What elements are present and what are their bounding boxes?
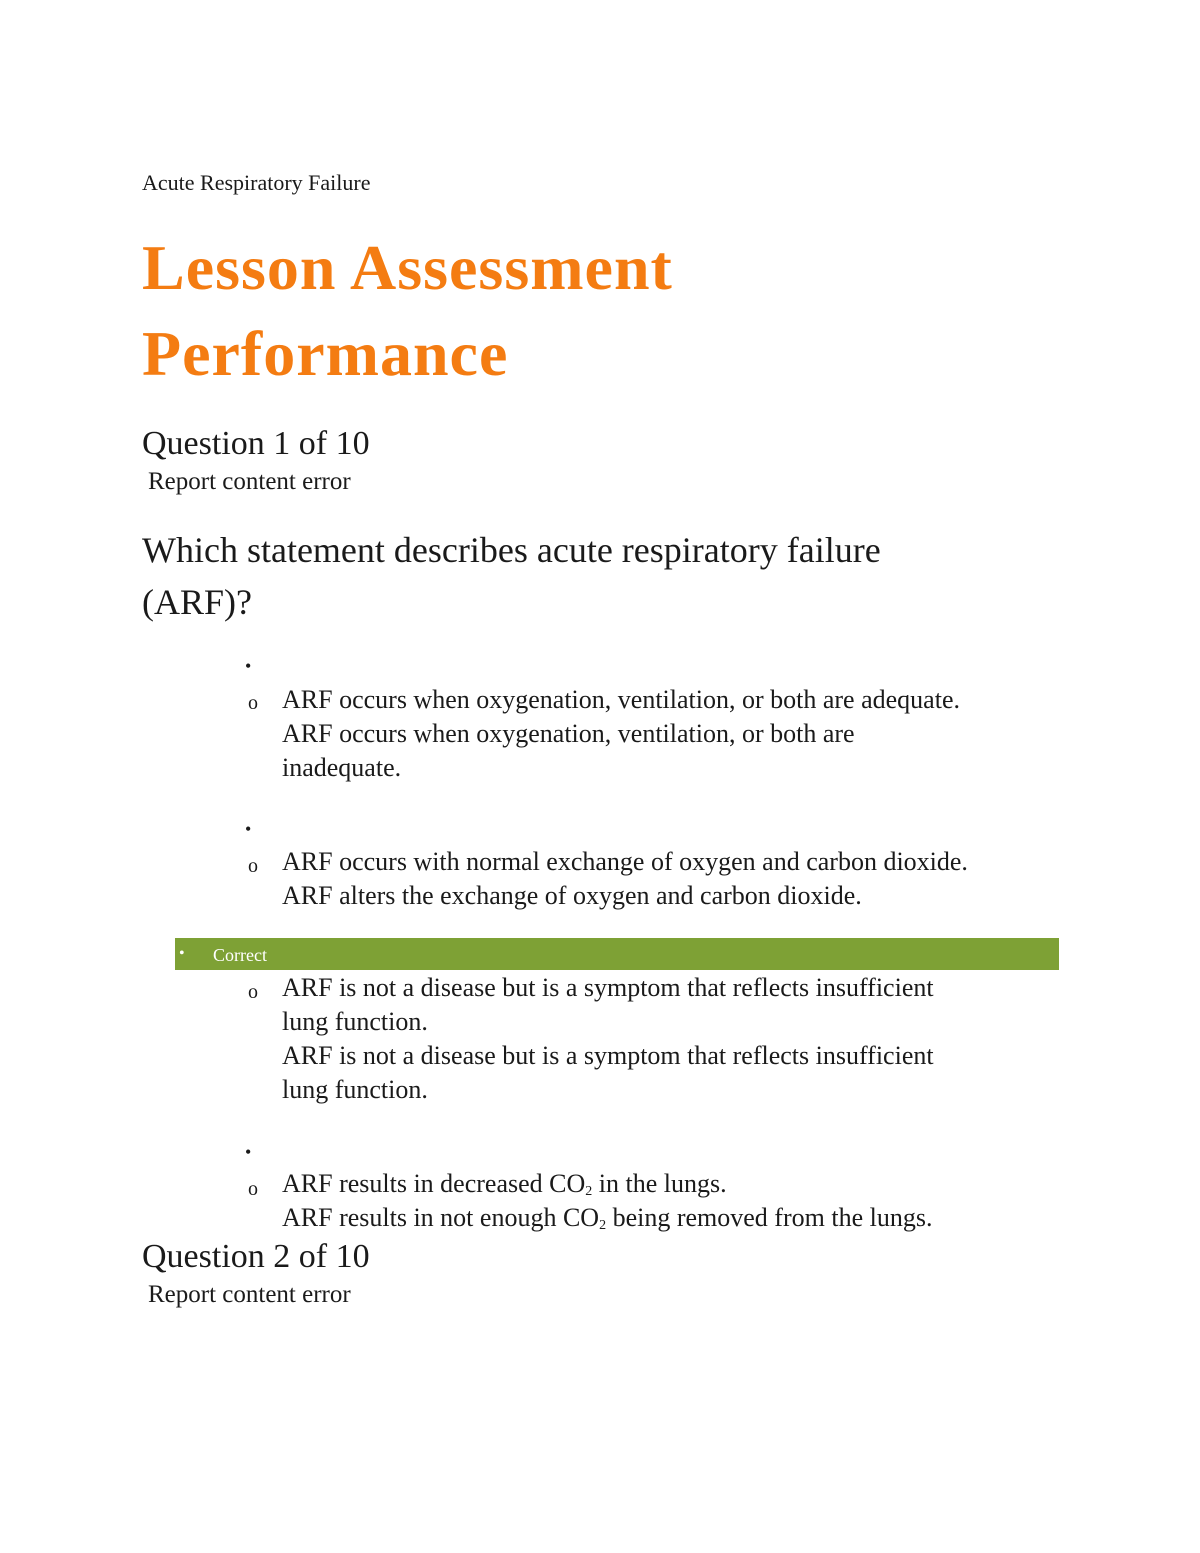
option-1-line-3[interactable]: inadequate. xyxy=(282,753,402,782)
option-4-line-1-rest: in the lungs. xyxy=(592,1169,727,1198)
option-3-line-1[interactable]: ARF is not a disease but is a symptom that reflects insufficient xyxy=(282,973,934,1002)
correct-answer-banner xyxy=(175,938,1059,970)
option-1-sub-bullet: o xyxy=(248,692,258,714)
option-2-line-2[interactable]: ARF alters the exchange of oxygen and carbon dioxide. xyxy=(282,881,862,910)
option-2-sub-bullet: o xyxy=(248,855,258,877)
correct-label: Correct xyxy=(213,945,267,965)
question-1-heading: Question 1 of 10 xyxy=(142,425,370,462)
option-4-line-2[interactable] xyxy=(282,1201,932,1235)
option-4-line-1-text: ARF results in decreased CO xyxy=(282,1169,586,1198)
question-2-heading: Question 2 of 10 xyxy=(142,1238,370,1275)
option-2-line-1[interactable]: ARF occurs with normal exchange of oxygen and carbon dioxide. xyxy=(282,847,968,876)
option-4-bullet: • xyxy=(245,1142,252,1162)
option-3-line-3[interactable]: ARF is not a disease but is a symptom that reflects insufficient xyxy=(282,1041,934,1070)
page-title-line-2: Performance xyxy=(142,318,509,389)
question-1-text-line-1: Which statement describes acute respiratory failure xyxy=(142,530,881,570)
option-3-sub-bullet: o xyxy=(248,981,258,1003)
question-1-report-content-error-link[interactable]: Report content error xyxy=(148,468,351,495)
option-2-bullet: • xyxy=(245,819,252,839)
correct-banner-bullet: • xyxy=(179,945,185,962)
option-3-line-2[interactable]: lung function. xyxy=(282,1007,428,1036)
option-3-line-4[interactable]: lung function. xyxy=(282,1075,428,1104)
option-4-line-2-subscript: 2 xyxy=(599,1218,607,1233)
document-subtitle: Acute Respiratory Failure xyxy=(142,170,371,195)
option-4-sub-bullet: o xyxy=(248,1178,258,1200)
page-title-line-1: Lesson Assessment xyxy=(142,232,673,303)
option-4-line-1[interactable] xyxy=(282,1167,727,1201)
option-1-bullet: • xyxy=(245,656,252,676)
option-4-line-2-rest: being removed from the lungs. xyxy=(606,1203,933,1232)
option-4-line-2-text: ARF results in not enough CO xyxy=(282,1203,600,1232)
question-1-text-line-2: (ARF)? xyxy=(142,582,252,622)
option-1-line-2[interactable]: ARF occurs when oxygenation, ventilation, or both are xyxy=(282,719,855,748)
option-4-line-1-subscript: 2 xyxy=(585,1184,593,1199)
option-1-line-1[interactable]: ARF occurs when oxygenation, ventilation, or both are adequate. xyxy=(282,685,960,714)
question-2-report-content-error-link[interactable]: Report content error xyxy=(148,1281,351,1308)
